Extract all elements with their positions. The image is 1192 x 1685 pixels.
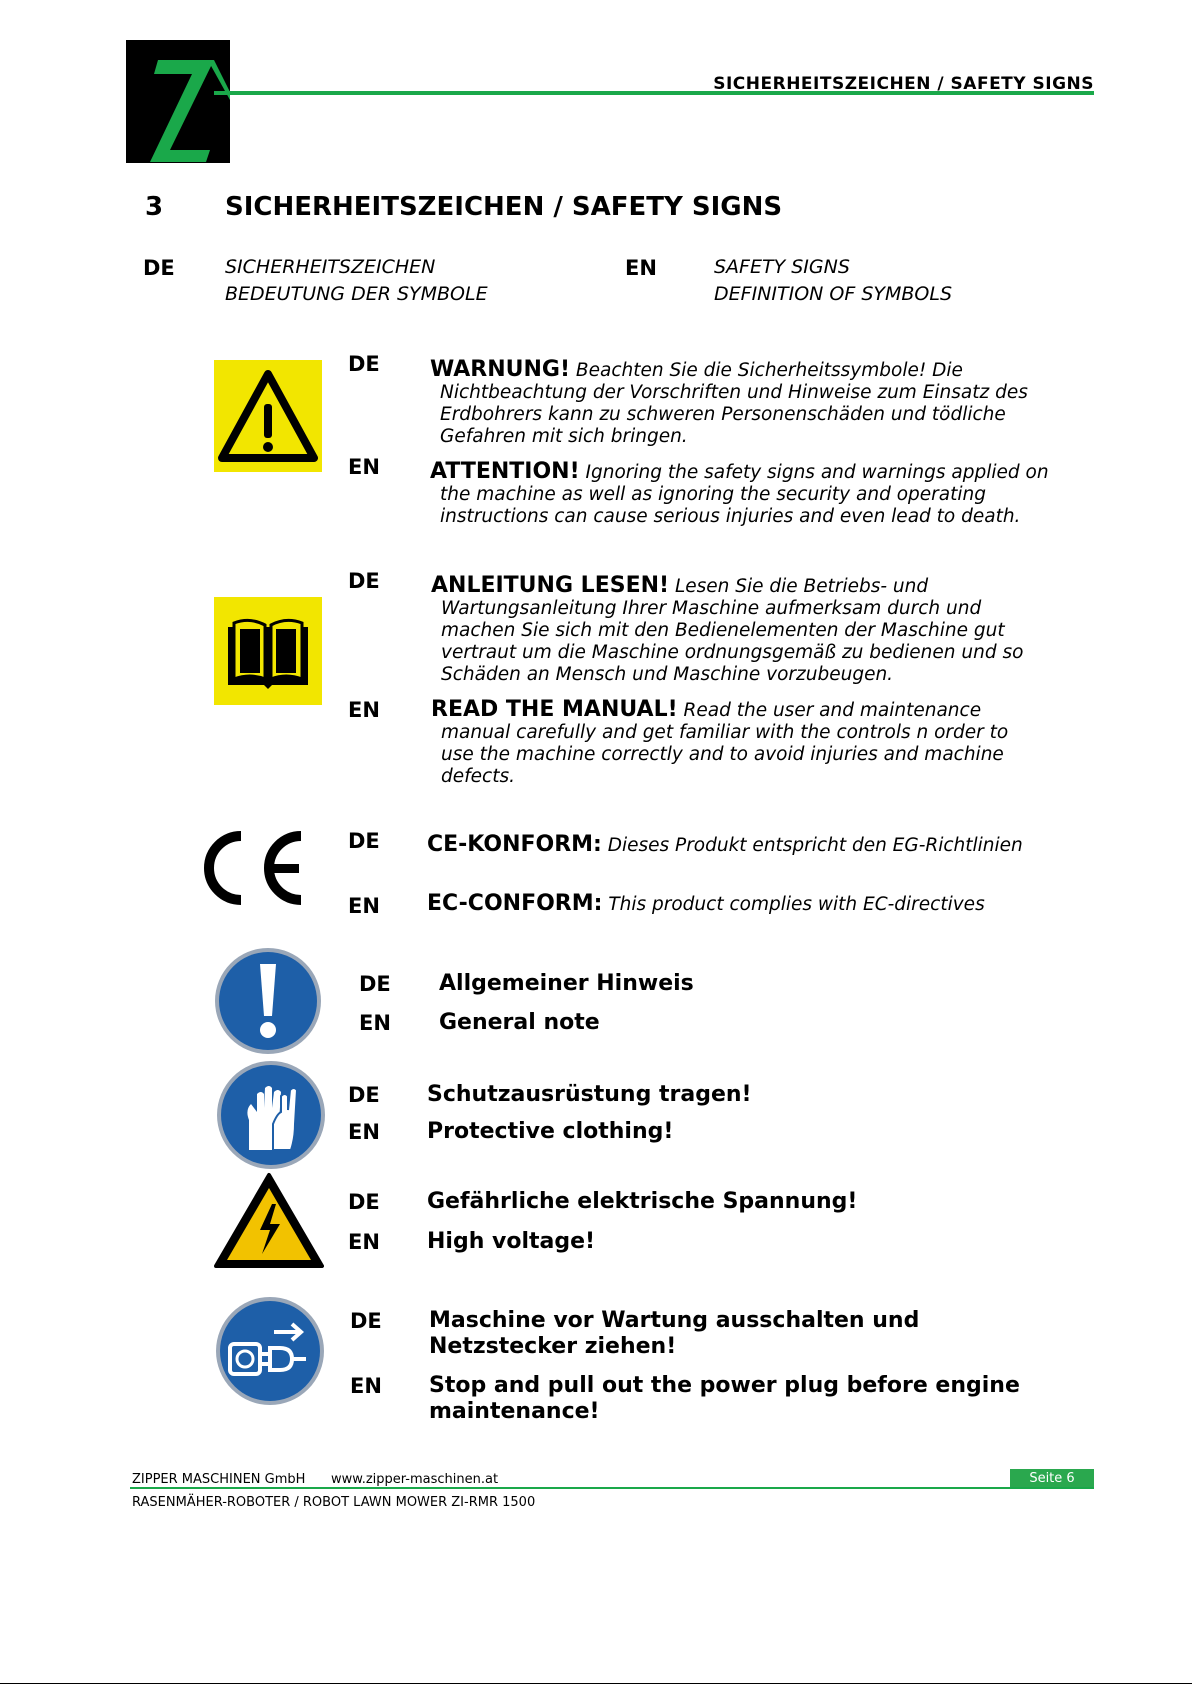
voltage-en-label: EN	[348, 1230, 380, 1254]
warning-de-text: WARNUNG! Beachten Sie die Sicherheitssymbole! Die Nichtbeachtung der Vorschriften und Hinweise zum Einsatz des Erdbohrers kann zu schweren Personenschäden und tödliche Gefahren mit sich bringen.	[430, 357, 1028, 447]
section-number: 3	[145, 192, 164, 222]
intro-de-label: DE	[143, 256, 175, 280]
unplug-icon	[214, 1296, 326, 1406]
intro-de-line1: SICHERHEITSZEICHEN	[225, 256, 436, 278]
voltage-en-text: High voltage!	[427, 1229, 596, 1254]
warning-en-head: ATTENTION!	[430, 459, 580, 484]
general-en-label: EN	[359, 1011, 391, 1035]
voltage-de-label: DE	[348, 1190, 380, 1214]
high-voltage-icon	[214, 1172, 324, 1270]
ce-en-head: EC-CONFORM:	[427, 891, 603, 916]
unplug-de-label: DE	[350, 1309, 382, 1333]
warning-de-head: WARNUNG!	[430, 357, 571, 382]
unplug-en-text: Stop and pull out the power plug before engine maintenance!	[429, 1373, 1020, 1424]
page-edge-line	[0, 1683, 1192, 1684]
intro-en-label: EN	[625, 256, 657, 280]
header-title: SICHERHEITSZEICHEN / SAFETY SIGNS	[713, 74, 1094, 94]
intro-en-text	[714, 254, 952, 308]
footer-product: RASENMÄHER-ROBOTER / ROBOT LAWN MOWER ZI-RMR 1500	[132, 1495, 536, 1510]
intro-de-text	[225, 254, 488, 308]
general-de-label: DE	[359, 972, 391, 996]
ce-mark-icon	[195, 828, 307, 908]
intro-en-line2: DEFINITION OF SYMBOLS	[714, 283, 953, 305]
ce-de-head: CE-KONFORM:	[427, 832, 602, 857]
protective-de-label: DE	[348, 1083, 380, 1107]
ce-de-text: CE-KONFORM: Dieses Produkt entspricht den EG-Richtlinien	[427, 832, 1023, 857]
footer-rule	[130, 1487, 1094, 1489]
exclamation-circle-icon	[213, 946, 323, 1056]
gloves-icon	[215, 1060, 327, 1170]
ce-de-label: DE	[348, 829, 380, 853]
protective-de-text: Schutzausrüstung tragen!	[427, 1082, 752, 1107]
manual-en-text: READ THE MANUAL! Read the user and maintenance manual carefully and get familiar with the controls n order to use the machine correctly and to avoid injuries and machine defects.	[431, 697, 1009, 787]
protective-en-label: EN	[348, 1120, 380, 1144]
warning-triangle-icon	[214, 360, 322, 472]
read-manual-icon	[214, 597, 322, 705]
page-number: Seite 6	[1010, 1469, 1094, 1489]
section-title: SICHERHEITSZEICHEN / SAFETY SIGNS	[225, 192, 783, 222]
voltage-de-text: Gefährliche elektrische Spannung!	[427, 1189, 858, 1214]
ce-en-label: EN	[348, 894, 380, 918]
manual-en-head: READ THE MANUAL!	[431, 697, 678, 722]
manual-de-label: DE	[348, 569, 380, 593]
protective-en-text: Protective clothing!	[427, 1119, 674, 1144]
logo-z-icon	[126, 40, 230, 163]
ce-en-text: EC-CONFORM: This product complies with EC-directives	[427, 891, 985, 916]
zipper-logo	[126, 40, 230, 163]
intro-en-line1: SAFETY SIGNS	[714, 256, 850, 278]
manual-de-head: ANLEITUNG LESEN!	[431, 573, 670, 598]
general-de-text: Allgemeiner Hinweis	[439, 971, 694, 996]
warning-en-label: EN	[348, 455, 380, 479]
manual-en-label: EN	[348, 698, 380, 722]
warning-en-text: ATTENTION! Ignoring the safety signs and warnings applied on the machine as well as ignoring the security and operating instructions can cause serious injuries and even lead to death.	[430, 459, 1049, 527]
intro-de-line2: BEDEUTUNG DER SYMBOLE	[225, 283, 488, 305]
general-en-text: General note	[439, 1010, 600, 1035]
warning-de-label: DE	[348, 352, 380, 376]
manual-de-text: ANLEITUNG LESEN! Lesen Sie die Betriebs- und Wartungsanleitung Ihrer Maschine aufmerksam durch und machen Sie sich mit den Bedienelementen der Maschine gut vertraut um die Maschine ordnungsgemäß zu bedienen und so Schäden an Mensch und Maschine vorzubeugen.	[431, 573, 1024, 685]
footer-company: ZIPPER MASCHINEN GmbH	[132, 1472, 306, 1487]
unplug-en-label: EN	[350, 1374, 382, 1398]
footer-website[interactable]: www.zipper-maschinen.at	[331, 1472, 499, 1487]
unplug-de-text: Maschine vor Wartung ausschalten und Netzstecker ziehen!	[429, 1308, 920, 1359]
